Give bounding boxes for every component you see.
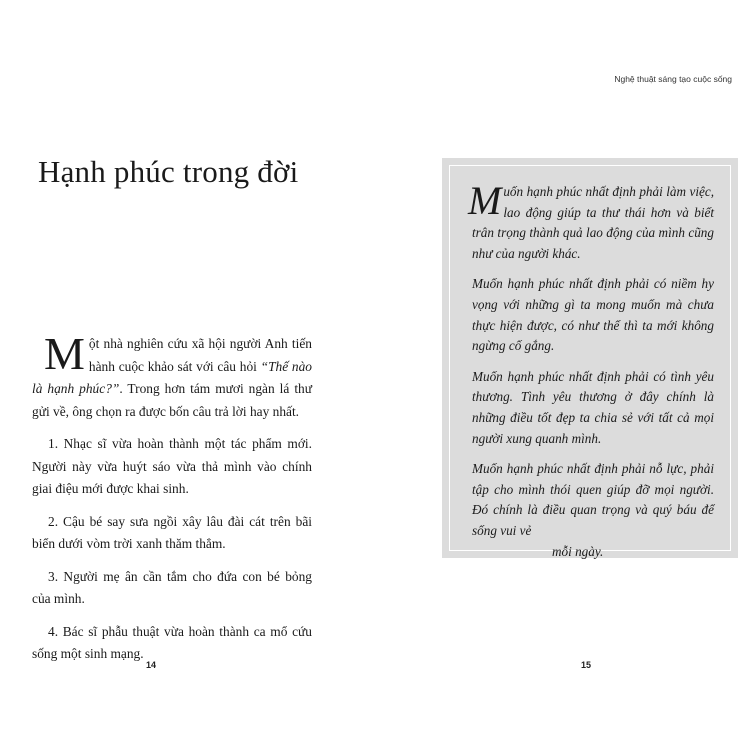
quote-box-inner	[449, 165, 731, 559]
intro-paragraph	[32, 328, 313, 423]
quote-paragraph: Muốn hạnh phúc nhất định phải có tình yêu thương. Tình yêu thương ở đây chính là những điều tốt đẹp ta chia sẻ với tất cả mọi người xung quanh mình.	[472, 368, 714, 446]
answer-item: 4. Bác sĩ phẫu thuật vừa hoàn thành ca mổ cứu sống một sinh mạng.	[32, 623, 312, 661]
drop-cap: M	[44, 328, 85, 379]
chapter-title: Hạnh phúc trong đời	[38, 154, 299, 189]
answer-item: 3. Người mẹ ân cần tắm cho đứa con bé bỏng của mình.	[32, 568, 312, 606]
body-text	[32, 328, 313, 676]
intro-quote: “Thế nào là hạnh phúc?”	[32, 358, 313, 396]
quote-paragraph: Muốn hạnh phúc nhất định phải nỗ lực, phải tập cho mình thói quen giúp đỡ mọi người. Đó chính là điều quan trọng và quý báu để sống vui vẻ	[472, 461, 714, 538]
page-number-left: 14	[146, 660, 157, 670]
intro-text-after-quote: . Trong hơn tám mươi ngàn lá thư gửi về, ông chọn ra được bốn câu trả lời hay nhất.	[32, 381, 312, 419]
answer-item: 1. Nhạc sĩ vừa hoàn thành một tác phẩm mới. Người này vừa huýt sáo vừa thả mình vào chính giai điệu mới được khai sinh.	[32, 436, 312, 496]
quote-paragraph	[468, 178, 714, 264]
quote-last-line: mỗi ngày.	[552, 543, 604, 559]
quote-paragraph-text: uốn hạnh phúc nhất định phải làm việc, lao động giúp ta thư thái hơn và biết trân trọng thành quả lao động của mình cũng như của người khác.	[472, 184, 714, 261]
intro-text-before-quote: ột nhà nghiên cứu xã hội người Anh tiến hành cuộc khảo sát với câu hỏi	[88, 336, 312, 374]
right-page	[375, 0, 750, 750]
quote-drop-cap: M	[468, 178, 502, 223]
answer-item: 2. Cậu bé say sưa ngồi xây lâu đài cát trên bãi biển dưới vòm trời xanh thăm thẳm.	[32, 513, 312, 551]
page-number-right: 15	[581, 660, 592, 670]
running-header: Nghệ thuật sáng tạo cuộc sống	[614, 74, 732, 84]
quote-paragraph: Muốn hạnh phúc nhất định phải có niềm hy vọng với những gì ta mong muốn mà chưa thực hiện được, có như thế thì ta mới không ngừng cố gắng.	[472, 276, 714, 354]
quote-box	[442, 158, 738, 558]
